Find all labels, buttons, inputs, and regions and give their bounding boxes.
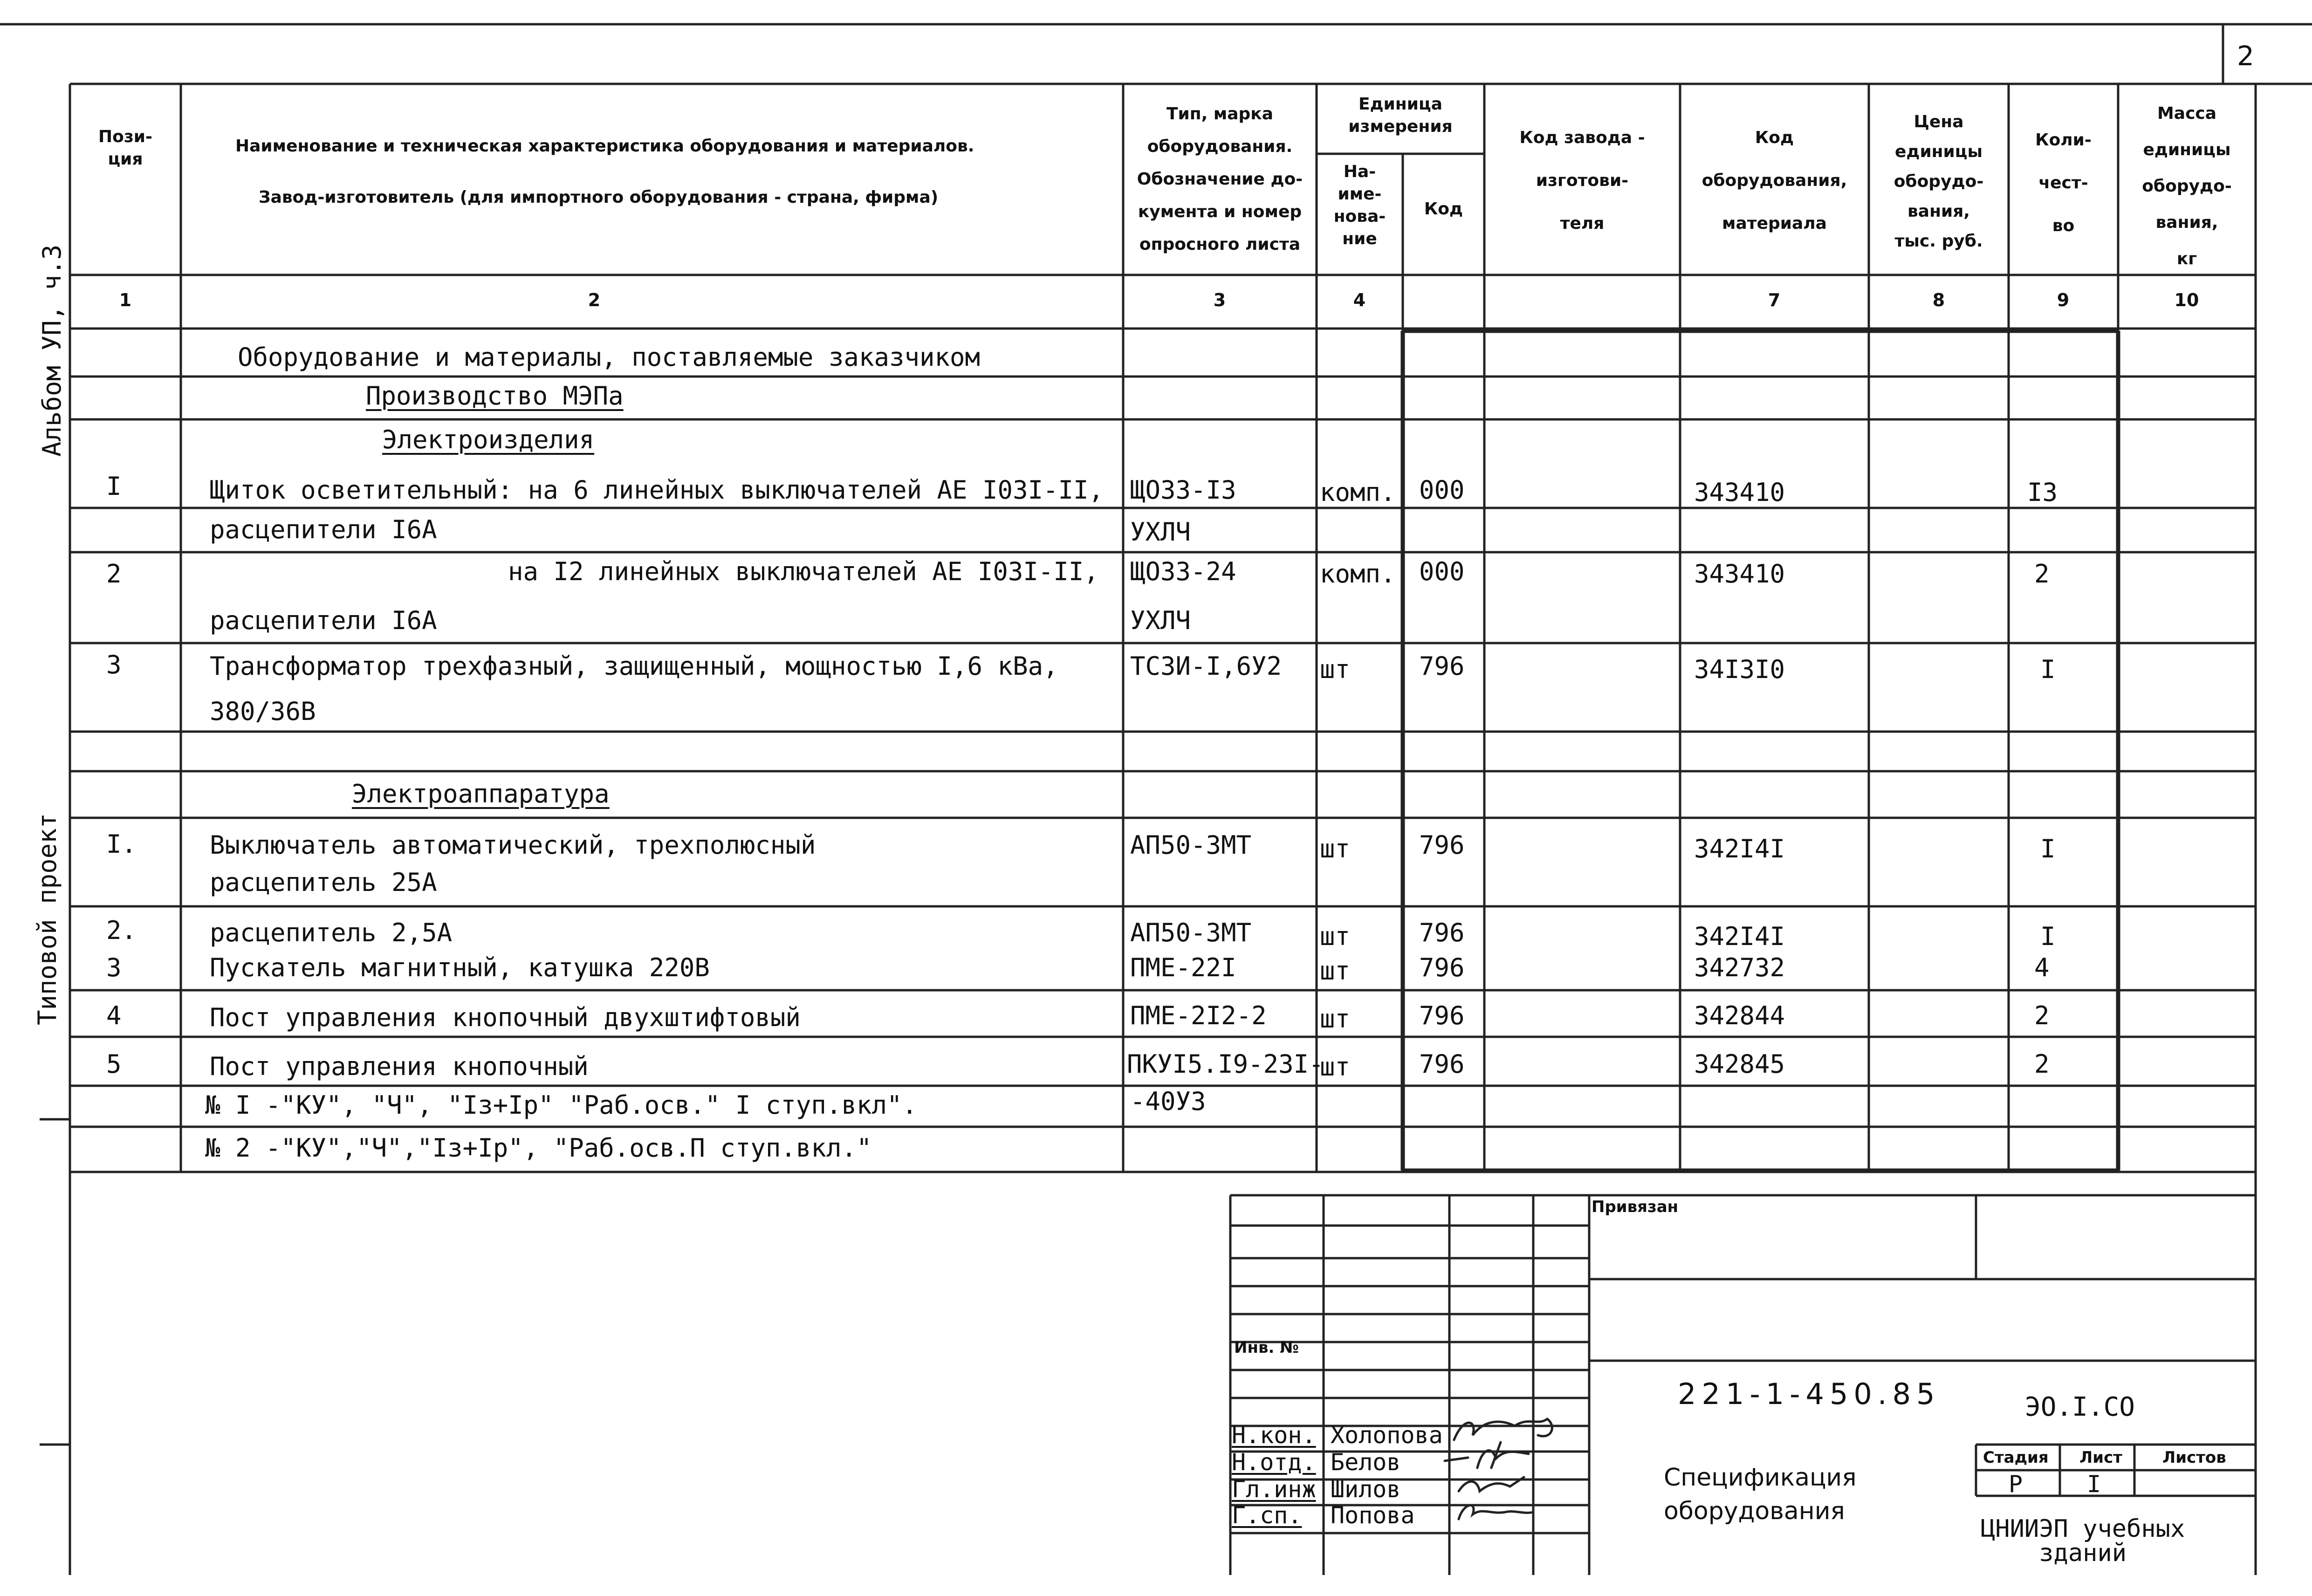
table-cell-desc: Пост управления кнопочный [210,1052,589,1081]
signature-popova [1459,1505,1533,1519]
signer-name: Попова [1331,1502,1415,1529]
section-title: Электроизделия [382,425,595,454]
section-title: Производство МЭПа [366,381,624,411]
column-number: 10 [2174,290,2199,310]
column-number: 9 [2057,290,2070,310]
table-cell-type: ПМЕ-22I [1130,953,1236,982]
table-cell-code: 343410 [1694,478,1785,507]
table-cell-pos: 4 [106,1001,122,1030]
signature-belov [1445,1442,1529,1468]
table-cell-qty: 2 [2034,1049,2050,1079]
sheets-label: Листов [2162,1448,2226,1467]
signer-name: Шилов [1331,1476,1401,1503]
table-cell-desc: Пост управления кнопочный двухштифтовый [210,1003,801,1032]
table-cell-code: 343410 [1694,559,1785,589]
document-title: Спецификация оборудования [1664,1464,1857,1525]
sheet-number: 2 [2237,40,2254,72]
table-cell-type: УХЛЧ [1130,606,1191,635]
table-cell-qty: I [2040,834,2056,863]
column-number: 4 [1353,290,1366,310]
table-cell-code: 34I3I0 [1694,655,1785,684]
table-cell-desc: на I2 линейных выключателей АЕ I03I-II, [508,557,1099,586]
table-cell-type: ТСЗИ-I,6У2 [1130,651,1282,681]
table-cell-unit: шт [1320,956,1351,986]
table-cell-pos: 3 [106,953,122,982]
sheet-value: I [2087,1471,2101,1498]
table-cell-desc: Пускатель магнитный, катушка 220В [210,953,710,982]
table-cell-type: УХЛЧ [1130,517,1191,547]
table-cell-unit: шт [1320,655,1351,684]
column-number: 2 [588,290,601,310]
signer-role: Гл.инж [1232,1476,1316,1503]
sheet-label: Лист [2079,1448,2122,1467]
table-cell-unit: шт [1320,922,1351,951]
table-cell-code: 342844 [1694,1001,1785,1030]
table-cell-unit-code: 796 [1419,1001,1465,1030]
table-cell-desc: 380/36В [210,697,316,726]
table-cell-unit-code: 796 [1419,918,1465,947]
table-cell-desc: расцепители I6A [210,606,437,635]
table-cell-code: 342I4I [1694,922,1785,951]
table-cell-qty: I3 [2027,478,2058,507]
table-cell-unit-code: 796 [1419,651,1465,681]
table-cell-unit-code: 000 [1419,475,1465,505]
section-title: Электроаппаратура [352,779,610,808]
table-cell-type: ЩО33-24 [1130,557,1236,586]
header-type: Тип, марка оборудования. Обозначение до- кумента и номер опросного листа [1137,104,1303,254]
header-factory: Код завода - изготови- теля [1519,128,1645,233]
table-cell-unit: комп. [1320,478,1396,507]
table-cell-pos: I. [106,829,137,859]
signer-name: Белов [1331,1449,1401,1476]
table-cell-code: 342845 [1694,1049,1785,1079]
header-unit-code: Код [1424,199,1463,219]
header-price: Цена единицы оборудо- вания, тыс. руб. [1894,112,1984,251]
table-cell-pos: 2. [106,916,137,945]
signer-role: Н.отд. [1232,1449,1316,1476]
table-cell-type: ПКУI5.I9-23I- [1127,1049,1324,1079]
table-cell-unit-code: 000 [1419,557,1465,586]
table-cell-pos: 3 [106,650,122,679]
table-cell-unit: комп. [1320,559,1396,589]
signer-role: Н.кон. [1232,1422,1316,1449]
header-mass: Масса единицы оборудо- вания, кг [2142,104,2232,268]
signature-kholopova [1454,1419,1552,1440]
table-cell-unit-code: 796 [1419,953,1465,982]
table-cell-pos: 5 [106,1049,122,1079]
organization: ЦНИИЭП учебных зданий [1981,1515,2185,1567]
table-cell-qty: 2 [2034,1001,2050,1030]
header-name-line2: Завод-изготовитель (для импортного оборудования - страна, фирма) [259,188,939,207]
table-cell-desc: Трансформатор трехфазный, защищенный, мощностью I,6 кВа, [210,651,1058,681]
handwritten-doc-number: 221-1-450.85 [1678,1377,1941,1411]
section-title: Оборудование и материалы, поставляемые заказчиком [238,342,981,372]
privyazan-label: Привязан [1592,1198,1679,1216]
table-cell-type: АП50-3МТ [1130,830,1252,860]
column-number: 8 [1932,290,1945,310]
table-cell-desc: № 2 -"КУ","Ч","Iз+Iр", "Раб.осв.П ступ.вкл." [205,1133,872,1163]
table-cell-desc: расцепитель 2,5А [210,918,453,947]
signer-name: Холопова [1331,1422,1443,1449]
table-cell-type: -40У3 [1130,1087,1206,1116]
table-cell-pos: 2 [106,559,122,589]
table-cell-type: ЩО33-I3 [1130,475,1236,505]
table-cell-qty: I [2040,922,2056,951]
table-cell-unit: шт [1320,834,1351,863]
table-cell-desc: Щиток осветительный: на 6 линейных выключателей АЕ I03I-II, [210,475,1104,505]
stage-value: Р [2009,1471,2023,1498]
header-unit: Единица измерения [1348,95,1453,136]
table-cell-unit-code: 796 [1419,1049,1465,1079]
project-label: Типовой проект [33,813,62,1025]
table-cell-desc: № I -"КУ", "Ч", "Iз+Iр" "Раб.осв." I ступ.вкл". [205,1090,918,1120]
table-cell-type: ПМЕ-2I2-2 [1130,1001,1267,1030]
header-position: Пози- ция [98,127,152,169]
table-cell-desc: расцепители I6A [210,515,437,544]
column-number: 1 [119,290,132,310]
doc-code: ЭО.I.СО [2025,1392,2135,1422]
table-cell-desc: расцепитель 25А [210,868,437,897]
table-cell-qty: 4 [2034,953,2050,982]
table-cell-qty: 2 [2034,559,2050,589]
inv-no-label: Инв. № [1234,1338,1299,1357]
table-cell-pos: I [106,472,122,501]
table-cell-unit: шт [1320,1004,1351,1034]
header-code: Код оборудования, материала [1701,128,1847,233]
column-number: 3 [1213,290,1226,310]
stage-label: Стадия [1983,1448,2049,1467]
table-cell-qty: I [2040,655,2056,684]
table-cell-unit-code: 796 [1419,830,1465,860]
signature-shilov [1459,1477,1524,1491]
column-number: 7 [1768,290,1781,310]
signer-role: Г.сп. [1232,1502,1302,1529]
header-name-line1: Наименование и техническая характеристика оборудования и материалов. [235,137,974,156]
table-cell-unit: шт [1320,1052,1351,1082]
table-cell-desc: Выключатель автоматический, трехполюсный [210,830,816,860]
header-unit-name: На- име- нова- ние [1333,162,1386,248]
table-cell-code: 342I4I [1694,834,1785,863]
album-label: Альбом УП, ч.3 [37,244,67,457]
header-quantity: Коли- чест- во [2035,130,2092,235]
table-cell-code: 342732 [1694,953,1785,982]
table-cell-type: АП50-3МТ [1130,918,1252,947]
